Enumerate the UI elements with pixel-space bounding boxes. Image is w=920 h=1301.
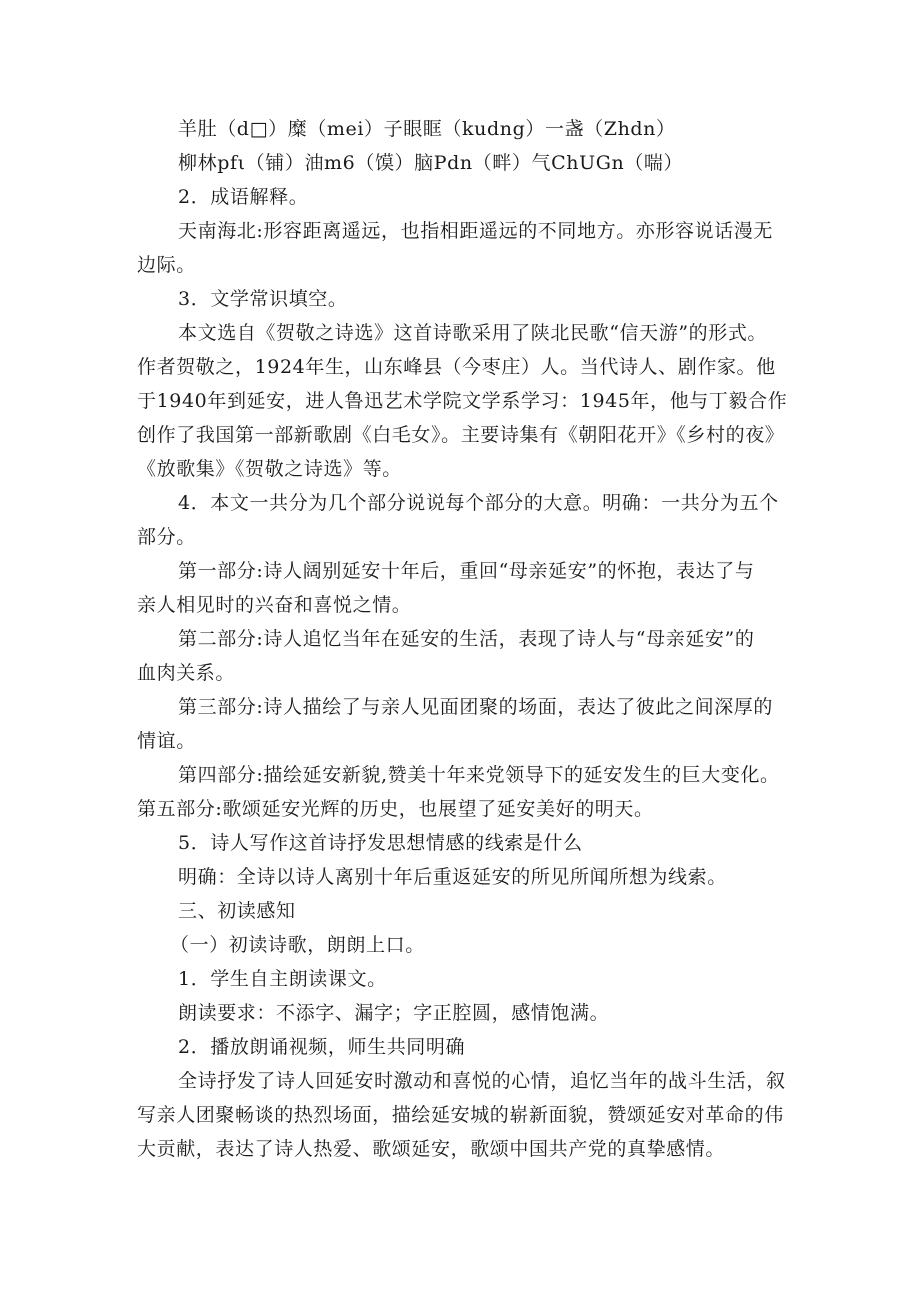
pinyin-line-1: 羊肚（d□）糜（mei）子眼眶（kudng）一盏（Zhdn） xyxy=(178,118,676,140)
paragraph-line: 天南海北:形容距离遥远，也指相距遥远的不同地方。亦形容说话漫无 xyxy=(178,220,774,242)
list-item-heading: 2．播放朗诵视频，师生共同明确 xyxy=(178,1036,466,1058)
paragraph-line: 第五部分:歌颂延安光辉的历史，也展望了延安美好的明天。 xyxy=(137,798,654,820)
paragraph-line: 创作了我国第一部新歌剧《白毛女》。主要诗集有《朝阳花开》《乡村的夜》 xyxy=(137,424,785,446)
paragraph-line: 作者贺敬之，1924年生，山东峰县（今枣庄）人。当代诗人、剧作家。他 xyxy=(137,356,776,378)
paragraph-line: 亲人相见时的兴奋和喜悦之情。 xyxy=(137,594,412,616)
paragraph-line: 全诗抒发了诗人回延安时激动和喜悦的心情，追忆当年的战斗生活，叙 xyxy=(178,1070,786,1092)
paragraph-line: 明确：全诗以诗人离别十年后重返延安的所见所闻所想为线索。 xyxy=(178,866,727,888)
paragraph-line: 大贡献，表达了诗人热爱、歌颂延安，歌颂中国共产党的真挚感情。 xyxy=(137,1138,726,1160)
list-item-heading: 1．学生自主朗读课文。 xyxy=(178,968,387,990)
paragraph-line: 第三部分:诗人描绘了与亲人见面团聚的场面，表达了彼此之间深厚的 xyxy=(178,696,774,718)
paragraph-line: 写亲人团聚畅谈的热烈场面，描绘延安城的崭新面貌，赞颂延安对革命的伟 xyxy=(137,1104,784,1126)
paragraph-line: 第一部分:诗人阔别延安十年后，重回“母亲延安”的怀抱，表达了与 xyxy=(178,560,755,582)
paragraph-line: 朗读要求：不添字、漏字；字正腔圆，感情饱满。 xyxy=(178,1002,610,1024)
paragraph-line: 情谊。 xyxy=(137,730,196,752)
section-heading-main: 三、初读感知 xyxy=(178,900,296,922)
subsection-heading: （一）初读诗歌，朗朗上口。 xyxy=(170,934,425,956)
paragraph-line: 边际。 xyxy=(137,254,196,276)
section-heading-4: 4．本文一共分为几个部分说说每个部分的大意。明确：一共分为五个 xyxy=(178,492,779,514)
paragraph-line: 部分。 xyxy=(137,526,196,548)
paragraph-line: 第二部分:诗人追忆当年在延安的生活，表现了诗人与“母亲延安”的 xyxy=(178,628,755,650)
section-heading-2: 2．成语解释。 xyxy=(178,186,309,208)
pinyin-line-2: 柳林pfι（铺）油m6（馍）脑Pdn（畔）气ChUGn（喘） xyxy=(178,152,684,174)
section-heading-5: 5．诗人写作这首诗抒发思想情感的线索是什么 xyxy=(178,832,583,854)
paragraph-line: 于1940年到延安，进人鲁迅艺术学院文学系学习：1945年，他与丁毅合作 xyxy=(137,390,788,412)
section-heading-3: 3．文学常识填空。 xyxy=(178,288,348,310)
paragraph-line: 本文选自《贺敬之诗选》这首诗歌采用了陕北民歌“信天游”的形式。 xyxy=(178,322,768,344)
paragraph-line: 血肉关系。 xyxy=(137,662,236,684)
paragraph-line: 第四部分:描绘延安新貌,赞美十年来党领导下的延安发生的巨大变化。 xyxy=(178,764,780,786)
paragraph-line: 《放歌集》《贺敬之诗选》等。 xyxy=(137,458,402,480)
